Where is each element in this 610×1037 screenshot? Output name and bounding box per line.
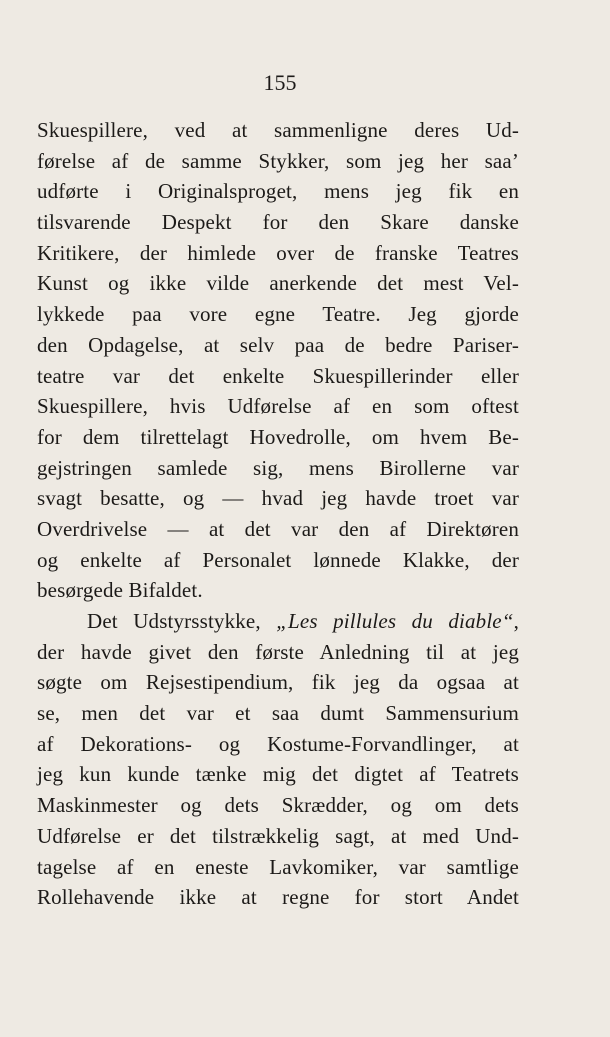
text-line: tilsvarende Despekt for den Skare danske <box>37 210 519 235</box>
para2-comma: , <box>513 609 520 633</box>
text-line: Rollehavende ikke at regne for stort Andet <box>37 885 519 910</box>
text-line: af Dekorations- og Kostume-Forvandlinger, at <box>37 731 519 756</box>
text-line: svagt besatte, og — hvad jeg havde troet var <box>37 486 519 511</box>
text-line: Skuespillere, hvis Udførelse af en som oftest <box>37 394 519 419</box>
text-line: den Opdagelse, at selv paa de bedre Pariser- <box>37 332 519 357</box>
text-line: Overdrivelse — at det var den af Direktøren <box>37 516 519 541</box>
text-line: gejstringen samlede sig, mens Birollerne var <box>37 455 519 480</box>
text-line: førelse af de samme Stykker, som jeg her saa’ <box>37 148 519 173</box>
text-line: Kunst og ikke vilde anerkende det mest Vel- <box>37 271 519 296</box>
text-line: der havde givet den første Anledning til at jeg <box>37 639 519 664</box>
para2-start: Det Udstyrsstykke, <box>87 609 261 633</box>
text-line: søgte om Rejsestipendium, fik jeg da ogsaa at <box>37 670 519 695</box>
text-line: Skuespillere, ved at sammenligne deres Ud- <box>37 118 519 142</box>
text-line: lykkede paa vore egne Teatre. Jeg gjorde <box>37 302 519 327</box>
text-line: Maskinmester og dets Skrædder, og om dets <box>37 793 519 818</box>
page-number: 155 <box>263 70 297 95</box>
text-line: tagelse af en eneste Lavkomiker, var samtlige <box>37 854 519 879</box>
text-line: og enkelte af Personalet lønnede Klakke, der <box>37 547 519 572</box>
text-line: for dem tilrettelagt Hovedrolle, om hvem Be- <box>37 424 519 449</box>
text-line: se, men det var et saa dumt Sammensurium <box>37 701 519 726</box>
text-line: Kritikere, der himlede over de franske Teatres <box>37 240 519 265</box>
text-line: besørgede Bifaldet. <box>37 578 203 603</box>
text-line: jeg kun kunde tænke mig det digtet af Teatrets <box>37 762 519 787</box>
paragraph-start-line <box>37 606 519 637</box>
text-line: Udførelse er det tilstrækkelig sagt, at med Und- <box>37 823 519 848</box>
text-line: udførte i Originalsproget, mens jeg fik en <box>37 179 519 204</box>
body-text <box>37 115 519 913</box>
play-title: „Les pillules du diable“ <box>276 609 514 633</box>
text-line: teatre var det enkelte Skuespillerinder eller <box>37 363 519 388</box>
